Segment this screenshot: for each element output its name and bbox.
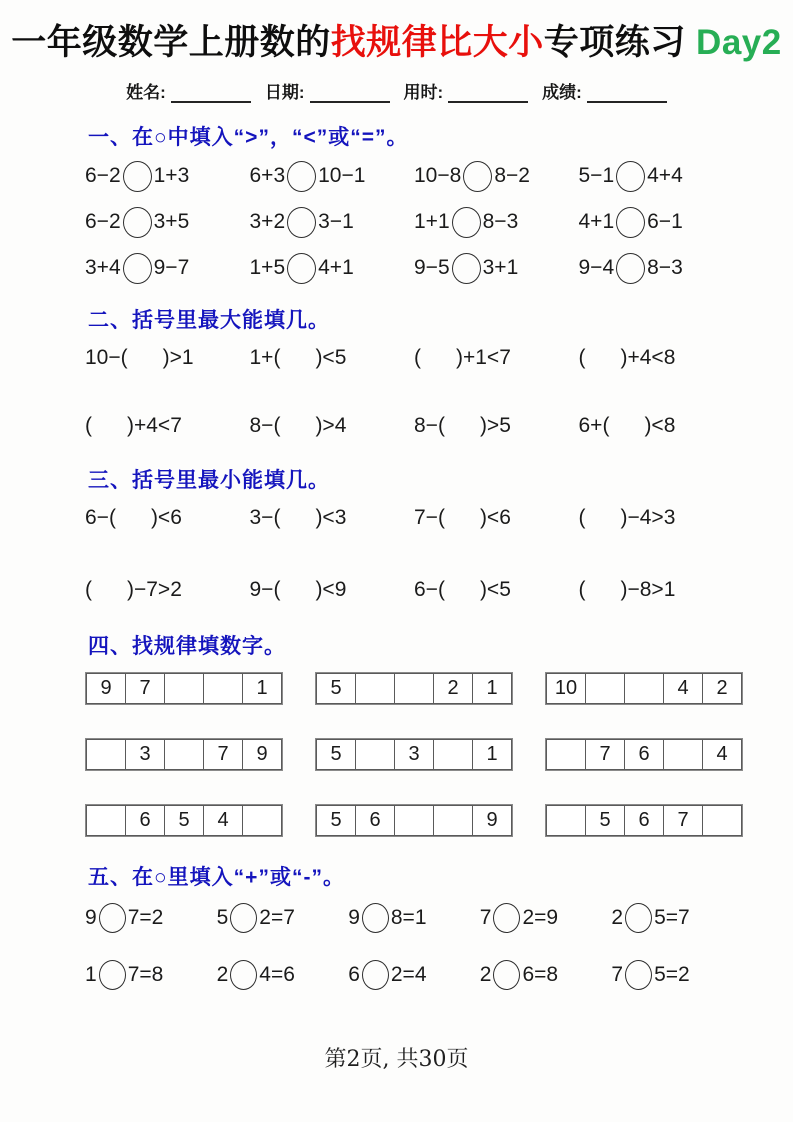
answer-circle xyxy=(123,253,152,284)
expr-left: 6+3 xyxy=(249,164,286,187)
answer-circle xyxy=(362,903,389,933)
table-cell: 1 xyxy=(242,673,282,704)
expr-right: 3−1 xyxy=(318,210,354,233)
comparison-item xyxy=(85,207,250,238)
expr-left: 3+4 xyxy=(85,256,121,279)
expr-right: 8−3 xyxy=(482,210,519,233)
table-cell: 9 xyxy=(242,739,282,770)
comparison-item xyxy=(579,253,744,284)
title-part-day: Day2 xyxy=(685,23,782,62)
answer-circle xyxy=(452,207,481,238)
table-cell: 7 xyxy=(663,805,703,836)
expr-left: 6−2 xyxy=(85,210,121,233)
bracket-item: 8−( )>4 xyxy=(249,413,347,437)
expr-right: 1+3 xyxy=(153,164,190,187)
table-cell xyxy=(86,739,126,770)
section-2-items xyxy=(85,346,743,438)
table-cell xyxy=(394,805,434,836)
answer-circle xyxy=(625,903,652,933)
answer-circle xyxy=(99,903,126,933)
expr-right: 8=1 xyxy=(390,905,427,929)
expr-left: 1 xyxy=(85,962,97,986)
table-cell: 6 xyxy=(125,805,165,836)
expr-left: 2 xyxy=(479,962,492,986)
table-cell: 1 xyxy=(472,739,512,770)
time-blank-line xyxy=(448,85,528,103)
table-cell xyxy=(433,805,473,836)
table-cell: 7 xyxy=(585,739,625,770)
table-row xyxy=(85,738,743,771)
table-cell xyxy=(242,805,282,836)
bracket-item: 6+( )<8 xyxy=(578,413,676,437)
expr-right: 10−1 xyxy=(318,164,366,187)
title-part-black1: 一年级数学上册数的 xyxy=(11,23,331,62)
table-cell: 5 xyxy=(316,805,356,836)
bracket-item: ( )−4>3 xyxy=(578,505,676,529)
table-cell: 9 xyxy=(472,805,512,836)
date-field-label: 日期: xyxy=(264,82,305,102)
expr-left: 3+2 xyxy=(249,210,286,233)
name-field xyxy=(126,78,251,103)
table-cell: 5 xyxy=(316,739,356,770)
expr-left: 9−5 xyxy=(414,256,450,279)
expr-right: 8−3 xyxy=(647,256,683,279)
score-field-label: 成绩: xyxy=(542,82,582,102)
expr-left: 7 xyxy=(479,905,492,929)
name-blank-line xyxy=(171,85,251,103)
time-field xyxy=(404,78,529,103)
answer-circle xyxy=(123,207,152,238)
table-cell: 2 xyxy=(702,673,742,704)
info-line xyxy=(0,78,793,103)
table-cell: 5 xyxy=(316,673,356,704)
section-4-heading: 四、找规律填数字。 xyxy=(88,634,286,658)
section-2-heading: 二、括号里最大能填几。 xyxy=(88,308,330,332)
table-cell: 9 xyxy=(86,673,126,704)
answer-circle xyxy=(99,960,126,990)
expr-left: 1+5 xyxy=(249,256,286,279)
table-cell xyxy=(624,673,664,704)
comparison-item xyxy=(250,253,415,284)
table-cell: 4 xyxy=(702,739,742,770)
section-max-fill xyxy=(85,304,743,438)
table-cell xyxy=(663,739,703,770)
answer-circle xyxy=(616,161,645,192)
section-1-heading: 一、在○中填入“>”，“<”或“=”。 xyxy=(88,125,409,149)
table-cell: 6 xyxy=(624,805,664,836)
section-3-items xyxy=(85,506,743,602)
section-1-items xyxy=(85,161,743,284)
table-cell: 6 xyxy=(624,739,664,770)
plusminus-item xyxy=(611,903,743,933)
expr-right: 7=8 xyxy=(127,962,164,986)
section-min-fill xyxy=(85,464,743,602)
table-cell: 1 xyxy=(472,673,512,704)
answer-circle xyxy=(362,960,389,990)
expr-left: 10−8 xyxy=(414,164,462,187)
table-cell xyxy=(546,805,586,836)
plusminus-item xyxy=(348,960,480,990)
expr-right: 9−7 xyxy=(153,256,190,279)
table-cell: 6 xyxy=(355,805,395,836)
answer-circle xyxy=(123,161,152,192)
date-blank-line xyxy=(310,85,390,103)
bracket-item: 3−( )<3 xyxy=(249,505,347,529)
section-3-heading: 三、括号里最小能填几。 xyxy=(88,468,330,492)
answer-circle xyxy=(287,161,316,192)
expr-left: 6−2 xyxy=(85,164,121,187)
plusminus-item xyxy=(480,903,612,933)
table-cell xyxy=(355,673,395,704)
bracket-item: ( )−8>1 xyxy=(578,577,676,601)
expr-right: 2=4 xyxy=(390,962,427,986)
expr-left: 1+1 xyxy=(414,210,450,233)
table-cell xyxy=(702,805,742,836)
table-cell: 2 xyxy=(433,673,473,704)
table-cell xyxy=(546,739,586,770)
section-5-items xyxy=(85,903,743,990)
expr-right: 4+4 xyxy=(647,164,683,187)
plusminus-item xyxy=(480,960,612,990)
number-table xyxy=(85,738,283,771)
answer-circle xyxy=(230,960,257,990)
plusminus-item xyxy=(217,903,349,933)
expr-left: 4+1 xyxy=(578,210,615,233)
answer-circle xyxy=(230,903,257,933)
table-cell: 3 xyxy=(394,739,434,770)
table-cell xyxy=(433,739,473,770)
expr-right: 6=8 xyxy=(522,962,559,986)
number-table xyxy=(315,804,513,837)
section-5-heading: 五、在○里填入“+”或“-”。 xyxy=(88,865,345,889)
expr-right: 2=7 xyxy=(259,905,295,929)
expr-left: 9−4 xyxy=(578,256,615,279)
number-table xyxy=(85,672,283,705)
answer-circle xyxy=(616,253,645,284)
expr-right: 3+5 xyxy=(153,210,190,233)
expr-left: 5−1 xyxy=(578,164,615,187)
bracket-item: 8−( )>5 xyxy=(414,413,511,437)
page-number: 第2页, 共30页 xyxy=(324,1046,469,1072)
answer-circle xyxy=(287,253,316,284)
number-table xyxy=(545,672,743,705)
bracket-item: 6−( )<5 xyxy=(414,577,511,601)
bracket-item: 1+( )<5 xyxy=(249,345,347,369)
number-table xyxy=(315,672,513,705)
table-row xyxy=(85,672,743,705)
comparison-item xyxy=(250,161,415,192)
table-cell: 4 xyxy=(663,673,703,704)
table-cell xyxy=(86,805,126,836)
plusminus-item xyxy=(348,903,480,933)
expr-left: 6 xyxy=(348,962,360,986)
number-table xyxy=(85,804,283,837)
table-cell xyxy=(355,739,395,770)
bracket-item: 6−( )<6 xyxy=(85,505,182,529)
expr-left: 7 xyxy=(611,962,624,986)
expr-right: 8−2 xyxy=(494,164,530,187)
comparison-item xyxy=(85,161,250,192)
number-table xyxy=(315,738,513,771)
comparison-item xyxy=(414,207,579,238)
table-cell: 3 xyxy=(125,739,165,770)
table-cell: 4 xyxy=(203,805,243,836)
table-row xyxy=(85,804,743,837)
section-plus-minus xyxy=(85,861,743,990)
answer-circle xyxy=(616,207,645,238)
comparison-item xyxy=(579,207,744,238)
section-number-pattern xyxy=(85,630,743,837)
number-table xyxy=(545,804,743,837)
bracket-item: ( )+4<7 xyxy=(85,413,182,437)
comparison-item xyxy=(414,253,579,284)
table-cell: 7 xyxy=(203,739,243,770)
expr-left: 9 xyxy=(348,905,360,929)
answer-circle xyxy=(287,207,316,238)
title-part-red: 找规律比大小 xyxy=(330,23,544,62)
expr-left: 5 xyxy=(216,905,229,929)
expr-right: 5=2 xyxy=(654,962,690,986)
score-field xyxy=(542,78,667,103)
plusminus-item xyxy=(217,960,349,990)
comparison-item xyxy=(250,207,415,238)
bracket-item: 9−( )<9 xyxy=(249,577,347,601)
table-cell: 10 xyxy=(546,673,586,704)
number-table xyxy=(545,738,743,771)
section-compare xyxy=(85,121,743,284)
comparison-item xyxy=(579,161,744,192)
table-cell xyxy=(203,673,243,704)
expr-left: 2 xyxy=(611,905,624,929)
expr-right: 3+1 xyxy=(482,256,519,279)
plusminus-item xyxy=(611,960,743,990)
bracket-item: 7−( )<6 xyxy=(414,505,511,529)
expr-right: 6−1 xyxy=(647,210,683,233)
bracket-item: 10−( )>1 xyxy=(85,345,194,369)
page-title xyxy=(0,0,793,63)
table-cell xyxy=(164,673,204,704)
answer-circle xyxy=(493,903,520,933)
expr-right: 5=7 xyxy=(654,905,690,929)
answer-circle xyxy=(625,960,652,990)
expr-left: 9 xyxy=(85,905,97,929)
table-cell: 5 xyxy=(164,805,204,836)
expr-left: 2 xyxy=(216,962,229,986)
comparison-item xyxy=(414,161,579,192)
expr-right: 4=6 xyxy=(259,962,295,986)
date-field xyxy=(265,78,390,103)
table-cell xyxy=(585,673,625,704)
table-cell xyxy=(164,739,204,770)
expr-right: 2=9 xyxy=(522,905,559,929)
table-cell: 5 xyxy=(585,805,625,836)
score-blank-line xyxy=(587,85,667,103)
title-part-black2: 专项练习 xyxy=(543,23,686,62)
table-cell: 7 xyxy=(125,673,165,704)
comparison-item xyxy=(85,253,250,284)
plusminus-item xyxy=(85,903,217,933)
expr-right: 7=2 xyxy=(127,905,164,929)
bracket-item: ( )−7>2 xyxy=(85,577,182,601)
time-field-label: 用时: xyxy=(403,82,444,102)
name-field-label: 姓名: xyxy=(126,82,166,102)
plusminus-item xyxy=(85,960,217,990)
table-cell xyxy=(394,673,434,704)
answer-circle xyxy=(463,161,492,192)
bracket-item: ( )+1<7 xyxy=(414,345,511,369)
answer-circle xyxy=(452,253,481,284)
bracket-item: ( )+4<8 xyxy=(578,345,676,369)
expr-right: 4+1 xyxy=(318,256,354,279)
answer-circle xyxy=(493,960,520,990)
